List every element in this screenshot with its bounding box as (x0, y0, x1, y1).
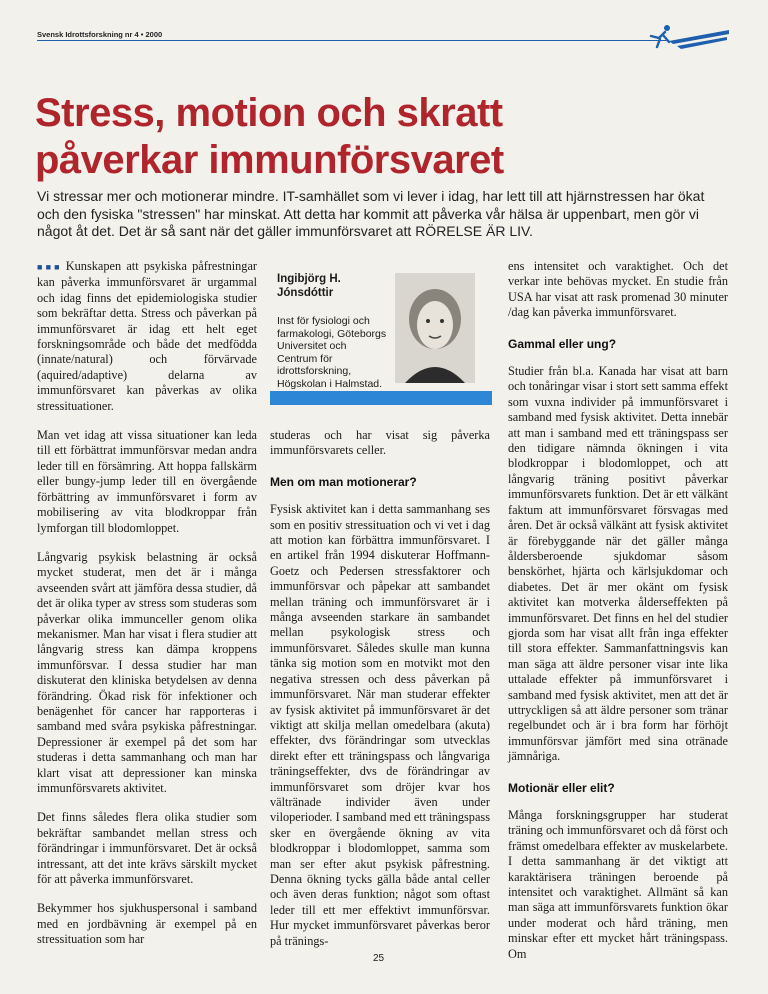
author-box (270, 259, 492, 409)
subheading: Men om man motionerar? (270, 474, 417, 489)
article-title (35, 90, 735, 184)
header-rule (37, 40, 667, 41)
paragraph: Studier från bl.a. Kanada har visat att barn och tonåringar visar i stort sett samma effekt som vuxna individer på immunförsvaret i samband med fysisk aktivitet. Detta innebär att man i samband med ett träningspass ser den tidigare nämnda ökningen i vita blodkroppar i blodomloppet, och att långvarig träning positivt påverkar immunförsvarets funktion. Det är ett välkänt faktum att immunförsvaret försvagas med åren. Det är också välkänt att fysisk aktivitet är förebyggande när det gäller många åldersberoende sjukdomar såsom benskörhet, hjärta och kärlsjukdomar och diabetes. Det är mer okänt om fysisk aktivitet kan motverka ålderseffekten på immunförsvaret. Det finns en hel del studier gjorda som har visat allt från inga effekter till stora effekter. Sammanfattningsvis kan man säga att äldre personer visar inte lika uttalade effekter på immunförsvaret i samband med fysisk aktivitet, men att det är uttryckligen så att äldre personer som tränar regelbundet och är i bra form har förhöjt immunförsvar jämfört med sina otränade jämnåriga. (508, 364, 728, 764)
author-accent-bar (270, 391, 492, 405)
author-name: Ingibjörg H. Jónsdóttir (277, 273, 341, 299)
paragraph: Långvarig psykisk belastning är också mycket studerat, men det är i många avseenden svårt att jämföra dessa studier, då det är olika typer av stress som studeras som påverkar olika immunceller genom olika mekanismer. Man har visat i flera studier att långvarig stress kan dämpa kroppens immunförsvar. I dessa studier har man diskuterat den kliniska betydelsen av denna förändring. Ökad risk för infektioner och benägenhet för cancer har rapporteras i samband med svåra psykiska påfrestningar. Depressioner är exempel på det som har studeras i detta sammanhang och man har klart visat att depressioner kan minska immunförsvarets aktivitet. (37, 549, 257, 795)
column-1 (37, 259, 257, 962)
page-number: 25 (373, 953, 385, 964)
paragraph: ■■■ Kunskapen att psykiska påfrestningar kan påverka immunförsvaret är urgammal och idag finns det epidemiologiska studier som bekräftar detta. Stress och påverkan på immunförsvaret är idag ett helt eget forskningsområde och både det medfödda (innate/natural) och förvärvade (aquired/adaptive) delarna av immunförsvaret kan påverkas av olika stressituationer. (37, 259, 257, 413)
subheading: Motionär eller elit? (508, 780, 615, 795)
author-photo (395, 273, 475, 383)
column-3 (508, 259, 728, 976)
paragraph: Bekymmer hos sjukhuspersonal i samband med en jordbävning är exempel på en stressituation som har (37, 901, 257, 947)
lead-paragraph: Vi stressar mer och motionerar mindre. IT-samhället som vi lever i idag, har lett till att hjärnstressen har ökat och den fysiska "stressen" har minskat. Att detta har kommit att påverka vår hälsa är uppenbart, men gör vi något åt det. Det är så sant när det gäller immunförsvaret att RÖRELSE ÄR LIV. (37, 188, 705, 239)
paragraph: Man vet idag att vissa situationer kan leda till ett förbättrat immunförsvar medan andra leder till en försämring. Att hoppa fallskärm eller bungy-jump leder till en övergående förbättring av immunförsvaret i form av mobilisering av vita blodkroppar från lymforgan till blodomloppet. (37, 428, 257, 535)
section-bullets: ■■■ (37, 262, 63, 272)
title-line-1: Stress, motion och skratt (35, 91, 503, 135)
paragraph: studeras och har visat sig påverka immunförsvarets celler. (270, 428, 490, 458)
paragraph: Det finns således flera olika studier som bekräftar sambandet mellan stress och förändringar i immunförsvaret. Det är också intressant, att det inte krävs särskilt mycket för att påverka immunförsvaret. (37, 810, 257, 887)
paragraph: ens intensitet och varaktighet. Och det verkar inte behövas mycket. En studie från USA har visat att rask promenad 30 minuter /dag kan påverka immunförsvaret. (508, 259, 728, 320)
paragraph: Många forskningsgrupper har studerat träning och immunförsvaret och då först och främst omedelbara effekter av muskelarbete. I detta sammanhang är det viktigt att karaktärisera träningen beroende på intensitet och varaktighet. Allmänt så kan man säga att immunförsvarets funktion ökar under moderat och hård träning, men minskar efter ett mycket hårt träningspass. Om (508, 808, 728, 961)
title-line-2: påverkar immunförsvaret (35, 138, 504, 182)
paragraph: Fysisk aktivitet kan i detta sammanhang ses som en positiv stressituation och vi vet i dag att motion kan förbättra immunförsvaret. I en artikel från 1994 diskuterar Hoffmann-Goetz och Pedersen stressfaktorer och immunförsvar och påpekar att sambandet mellan träning och immunförsvaret är i många avseenden starkare än sambandet mellan psykologisk stress och immunförsvaret. Således skulle man kunna tänka sig motion som en motvikt mot den negativa stressen och dess påverkan på immunförsvaret. När man studerar effekter av fysisk aktivitet på immunförsvaret är det viktigt att skilja mellan omedelbara (akuta) effekter, dvs förändringar som utvecklas direkt efter ett träningspass och långvariga träningseffekter, dvs de förändringar av immunförsvaret som dröjer kvar hos vältränade individer även under viloperioder. I samband med ett träningspass sker en övergående ökning av vita blodkroppar i blodomloppet, samma som man ser efter akut psykisk påfrestning. Denna ökning tycks gälla både antal celler och även deras funktion; något som oftast leder till ett mer effektivt immunförsvar. Hur mycket immunförsvaret påverkas beror på tränings- (270, 502, 490, 948)
runner-logo-icon (647, 22, 729, 52)
author-affiliation: Inst för fysiologi och farmakologi, Göteborgs Universitet och Centrum för idrottsforskning, Högskolan i Halmstad. (277, 315, 387, 390)
running-head: Svensk Idrottsforskning nr 4 • 2000 (37, 30, 163, 39)
column-2 (270, 428, 490, 963)
subheading: Gammal eller ung? (508, 336, 617, 351)
